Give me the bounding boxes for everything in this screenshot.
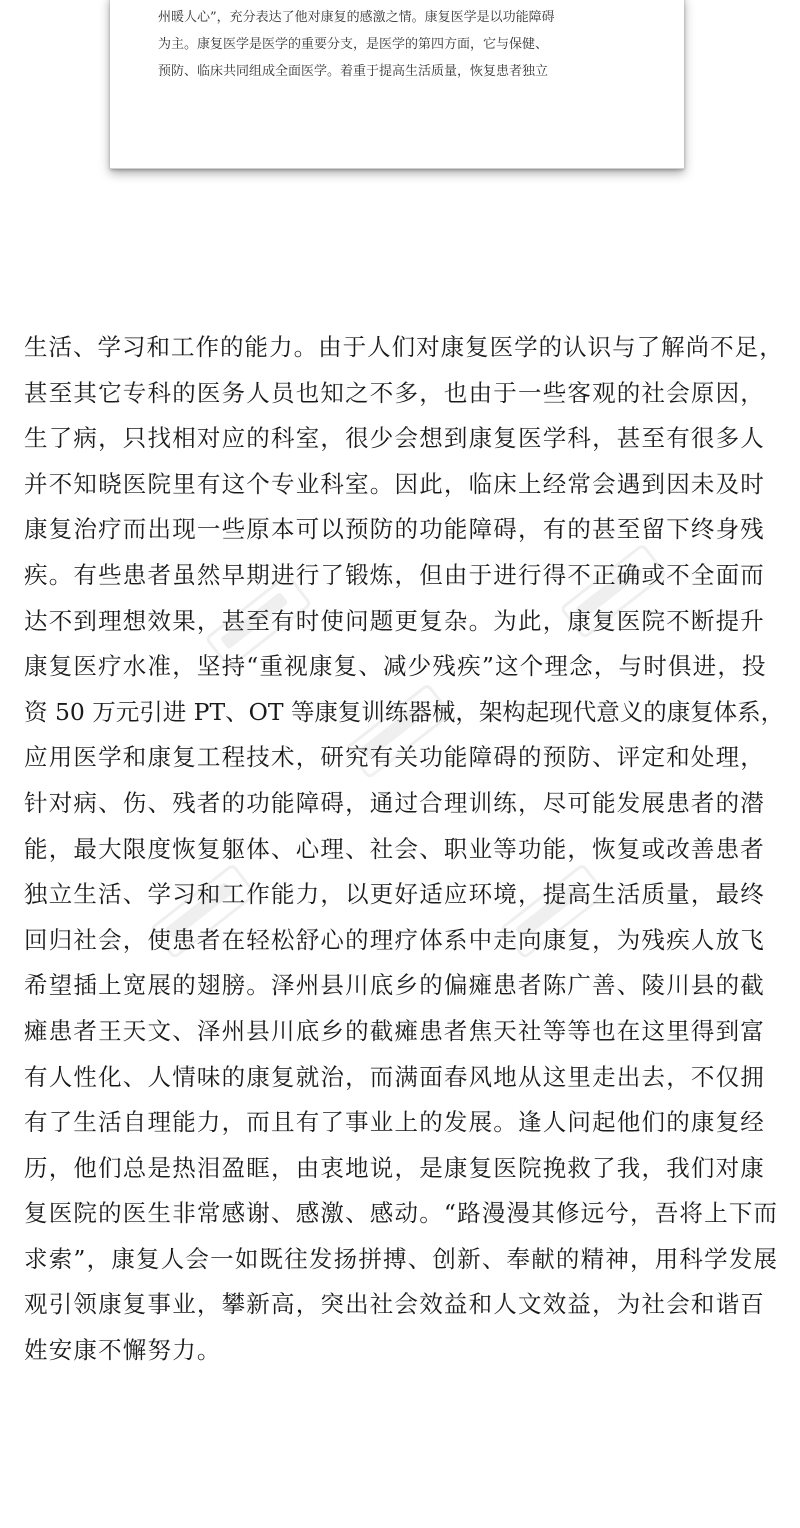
- article-line: 求索”，康复人会一如既往发扬拼搏、创新、奉献的精神，用科学发展: [24, 1244, 779, 1273]
- article-line: 应用医学和康复工程技术，研究有关功能障碍的预防、评定和处理，: [24, 743, 765, 772]
- article-line: 康复医疗水准，坚持“重视康复、减少残疾”这个理念，与时俱进，投: [24, 652, 767, 681]
- document-preview-card: [110, 0, 684, 169]
- article-line: 疾。有些患者虽然早期进行了锻炼，但由于进行得不正确或不全面而: [24, 560, 765, 589]
- preview-text: [158, 4, 638, 85]
- article-line: 生活、学习和工作的能力。由于人们对康复医学的认识与了解尚不足，: [24, 333, 784, 361]
- article-line: 复医院的医生非常感谢、感激、感动。“路漫漫其修远兮，吾将上下而: [24, 1199, 779, 1228]
- article-line: 康复治疗而出现一些原本可以预防的功能障碍，有的甚至留下终身残: [24, 515, 765, 544]
- article-line: 生了病，只找相对应的科室，很少会想到康复医学科，甚至有很多人: [24, 424, 765, 453]
- article-line: 回归社会，使患者在轻松舒心的理疗体系中走向康复，为残疾人放飞: [24, 925, 765, 954]
- article-line: 姓安康不懈努力。: [24, 1336, 222, 1365]
- article-line: 有了生活自理能力，而且有了事业上的发展。逢人问起他们的康复经: [24, 1108, 765, 1137]
- article-line: 瘫患者王天文、泽州县川底乡的截瘫患者焦天社等等也在这里得到富: [24, 1016, 765, 1045]
- article-line: 有人性化、人情味的康复就治，而满面春风地从这里走出去，不仅拥: [24, 1062, 765, 1091]
- preview-line: 州暖人心”，充分表达了他对康复的感激之情。康复医学是以功能障碍: [158, 10, 555, 25]
- article-line: 达不到理想效果，甚至有时使问题更复杂。为此，康复医院不断提升: [24, 606, 765, 635]
- article-line: 针对病、伤、残者的功能障碍，通过合理训练，尽可能发展患者的潜: [24, 788, 765, 817]
- article-body: [24, 325, 784, 1374]
- article-line: 观引领康复事业，攀新高，突出社会效益和人文效益，为社会和谐百: [24, 1290, 765, 1319]
- article-line: 并不知晓医院里有这个专业科室。因此，临床上经常会遇到因未及时: [24, 469, 765, 498]
- article-line: 甚至其它专科的医务人员也知之不多，也由于一些客观的社会原因，: [24, 378, 765, 407]
- preview-line: 预防、临床共同组成全面医学。着重于提高生活质量，恢复患者独立: [158, 64, 549, 79]
- article-line: 希望插上宽展的翅膀。泽州县川底乡的偏瘫患者陈广善、陵川县的截: [24, 971, 765, 1000]
- article-line: 资 50 万元引进 PT、OT 等康复训练器械，架构起现代意义的康复体系，: [24, 697, 785, 726]
- article-line: 独立生活、学习和工作能力，以更好适应环境，提高生活质量，最终: [24, 880, 765, 909]
- preview-line: 为主。康复医学是医学的重要分支，是医学的第四方面，它与保健、: [158, 37, 549, 52]
- article-line: 历，他们总是热泪盈眶，由衷地说，是康复医院挽救了我，我们对康: [24, 1153, 765, 1182]
- article-line: 能，最大限度恢复躯体、心理、社会、职业等功能，恢复或改善患者: [24, 834, 765, 863]
